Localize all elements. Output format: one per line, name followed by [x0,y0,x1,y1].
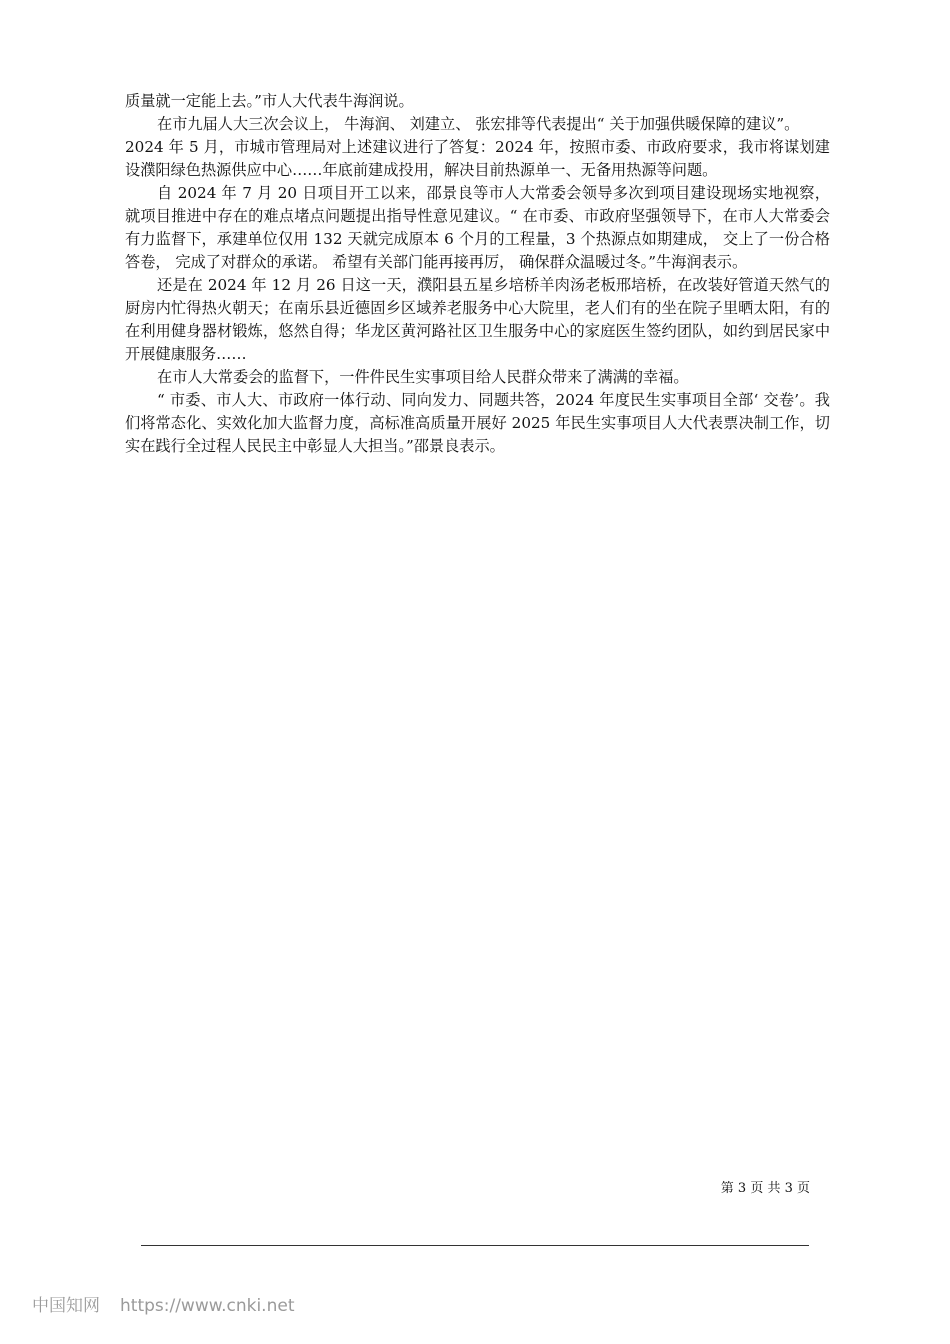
paragraph-5: 还是在 2024 年 12 月 26 日这一天，濮阳县五星乡培桥羊肉汤老板邢培桥，在改装好管道天然气的厨房内忙得热火朝天；在南乐县近德固乡区域养老服务中心大院里，老人们有的坐在院子里晒太阳，有的在利用健身器材锻炼，悠然自得；华龙区黄河路社区卫生服务中心的家庭医生签约团队，如约到居民家中开展健康服务…… [125,276,830,363]
page-number: 第 3 页 共 3 页 [720,1181,810,1196]
watermark [32,1294,294,1318]
watermark-url: https://www.cnki.net [120,1296,295,1316]
article-body [125,90,830,458]
paragraph-3: 2024 年 5 月，市城市管理局对上述建议进行了答复：2024 年，按照市委、市政府要求，我市将谋划建设濮阳绿色热源供应中心……年底前建成投用，解决目前热源单一、无备用热源等问题。 [125,138,830,179]
watermark-brand: 中国知网 [32,1296,100,1316]
paragraph-7: “ 市委、市人大、市政府一体行动、同向发力、同题共答，2024 年度民生实事项目全部‘ 交卷’。我们将常态化、实效化加大监督力度，高标准高质量开展好 2025 年民生实事项目人大代表票决制工作，切实在践行全过程人民民主中彰显人大担当。”邵景良表示。 [125,391,830,455]
footer-divider [141,1245,809,1246]
paragraph-2: 在市九届人大三次会议上， 牛海润、 刘建立、 张宏排等代表提出“ 关于加强供暖保障的建议”。 [157,115,800,133]
paragraph-1: 质量就一定能上去。”市人大代表牛海润说。 [125,92,414,110]
paragraph-4: 自 2024 年 7 月 20 日项目开工以来，邵景良等市人大常委会领导多次到项目建设现场实地视察，就项目推进中存在的难点堵点问题提出指导性意见建议。“ 在市委、市政府坚强领导下，在市人大常委会有力监督下，承建单位仅用 132 天就完成原本 6 个月的工程量，3 个热源点如期建成， 交上了一份合格答卷， 完成了对群众的承诺。 希望有关部门能再接再厉， 确保群众温暖过冬。”牛海润表示。 [125,184,830,271]
paragraph-6: 在市人大常委会的监督下，一件件民生实事项目给人民群众带来了满满的幸福。 [157,368,689,386]
